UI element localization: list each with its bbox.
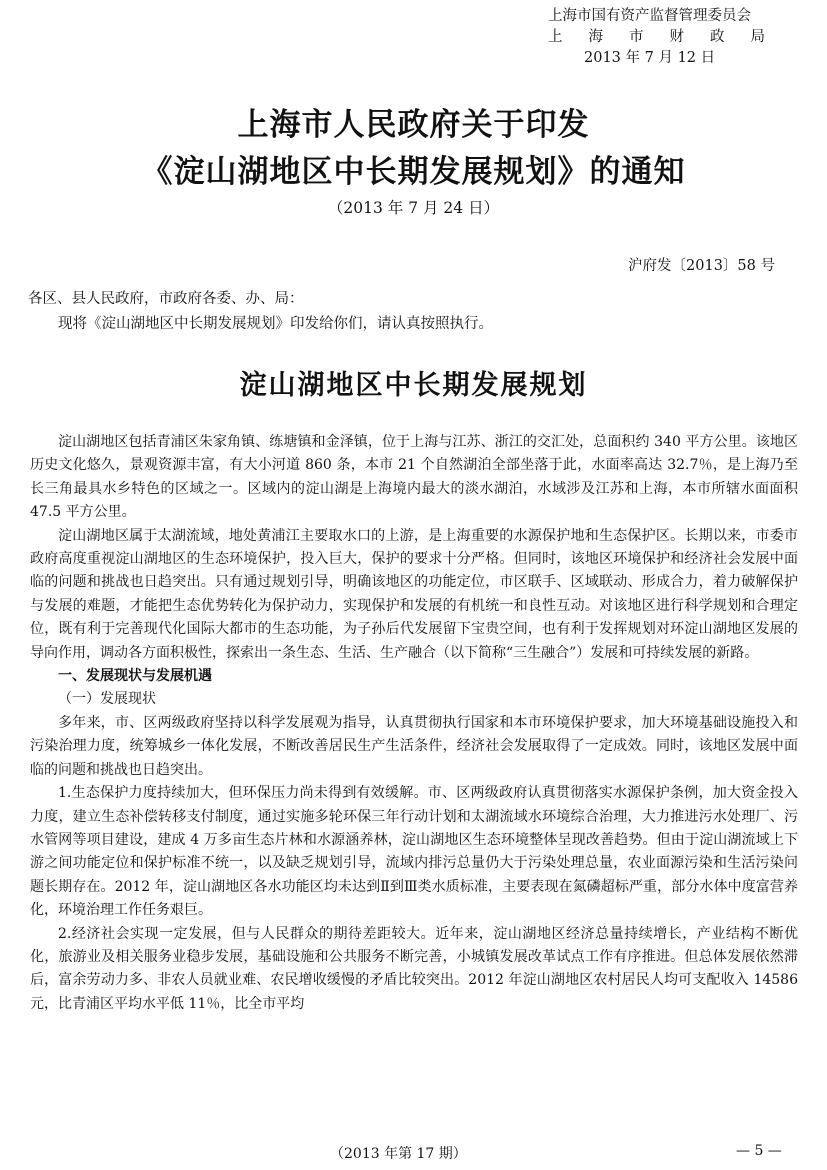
paragraph: 多年来，市、区两级政府坚持以科学发展观为指导，认真贯彻执行国家和本市环境保护要求，加大环境基础设施投入和污染治理力度，统筹城乡一体化发展，不断改善居民生产生活条件，经济社会发展取得了一定成效。同时，该地区发展中面临的问题和挑战也日趋突出。: [30, 714, 798, 778]
addressee: 各区、县人民政府，市政府各委、办、局：: [28, 291, 304, 307]
plan-body: [30, 431, 798, 1016]
document-number: 沪府发〔2013〕58 号: [628, 258, 775, 274]
issuer-block: [548, 6, 791, 69]
notice-title-line2: 《淀山湖地区中长期发展规划》的通知: [141, 154, 686, 190]
notice-date: （2013 年 7 月 24 日）: [327, 199, 500, 217]
page-number: — 5 —: [736, 1143, 782, 1159]
section-heading: 一、发展现状与发展机遇: [58, 668, 212, 685]
issue-date: 2013 年 7 月 12 日: [584, 50, 716, 66]
plan-title: 淀山湖地区中长期发展规划: [239, 370, 588, 401]
issuer-name: 上海市国有资产监督管理委员会: [548, 8, 751, 24]
notice-title-line1: 上海市人民政府关于印发: [237, 107, 590, 143]
paragraph: 2.经济社会实现一定发展，但与人民群众的期待差距较大。近年来，淀山湖地区经济总量持续增长，产业结构不断优化，旅游业及相关服务业稳步发展，基础设施和公共服务不断完善，小城镇发展改革试点工作有序推进。但总体发展依然滞后，富余劳动力多、非农人员就业难、农民增收缓慢的矛盾比较突出。2012 年淀山湖地区农村居民人均可支配收入 14586 元，比青浦区平均水平低 11％，比全市平均: [30, 925, 798, 1012]
issuer-name-finance: 上海市财政局: [548, 29, 791, 45]
notice-title: [0, 102, 827, 196]
paragraph: 淀山湖地区包括青浦区朱家角镇、练塘镇和金泽镇，位于上海与江苏、浙江的交汇处，总面积约 340 平方公里。该地区历史文化悠久，景观资源丰富，有大小河道 860 条，本市 21 个自然湖泊全部坐落于此，水面率高达 32.7％，是上海乃至长三角最具水乡特色的区域之一。区域内的淀山湖是上海境内最大的淡水湖泊，水域涉及江苏和上海，本市所辖水面面积 47.5 平方公里。: [30, 434, 798, 521]
notice-body: 现将《淀山湖地区中长期发展规划》印发给你们，请认真按照执行。: [58, 316, 493, 332]
subsection-heading: （一）发展现状: [58, 691, 156, 708]
paragraph: 1.生态保护力度持续加大，但环保压力尚未得到有效缓解。市、区两级政府认真贯彻落实水源保护条例，加大资金投入力度，建立生态补偿转移支付制度，通过实施多轮环保三年行动计划和太湖流域水环境综合治理，大力推进污水处理厂、污水管网等项目建设，建成 4 万多亩生态片林和水源涵养林，淀山湖地区生态环境整体呈现改善趋势。但由于淀山湖流域上下游之间功能定位和保护标准不统一，以及缺乏规划引导，流域内排污总量仍大于污染处理总量，农业面源污染和生活污染问题长期存在。2012 年，淀山湖地区各水功能区均未达到Ⅱ到Ⅲ类水质标准，主要表现在氮磷超标严重，部分水体中度富营养化，环境治理工作任务艰巨。: [30, 785, 798, 919]
issue-number: （2013 年第 17 期）: [330, 1146, 467, 1162]
paragraph: 淀山湖地区属于太湖流域，地处黄浦江主要取水口的上游，是上海重要的水源保护地和生态保护区。长期以来，市委市政府高度重视淀山湖地区的生态环境保护，投入巨大，保护的要求十分严格。但同时，该地区环境保护和经济社会发展中面临的问题和挑战也日趋突出。只有通过规划引导，明确该地区的功能定位，市区联手、区域联动、形成合力，着力破解保护与发展的难题，才能把生态优势转化为保护动力，实现保护和发展的有机统一和良性互动。对该地区进行科学规划和合理定位，既有利于完善现代化国际大都市的生态功能，为子孙后代发展留下宝贵空间，也有利于发挥规划对环淀山湖地区发展的导向作用，调动各方面积极性，探索出一条生态、生活、生产融合（以下简称“三生融合”）发展和可持续发展的新路。: [30, 527, 798, 661]
